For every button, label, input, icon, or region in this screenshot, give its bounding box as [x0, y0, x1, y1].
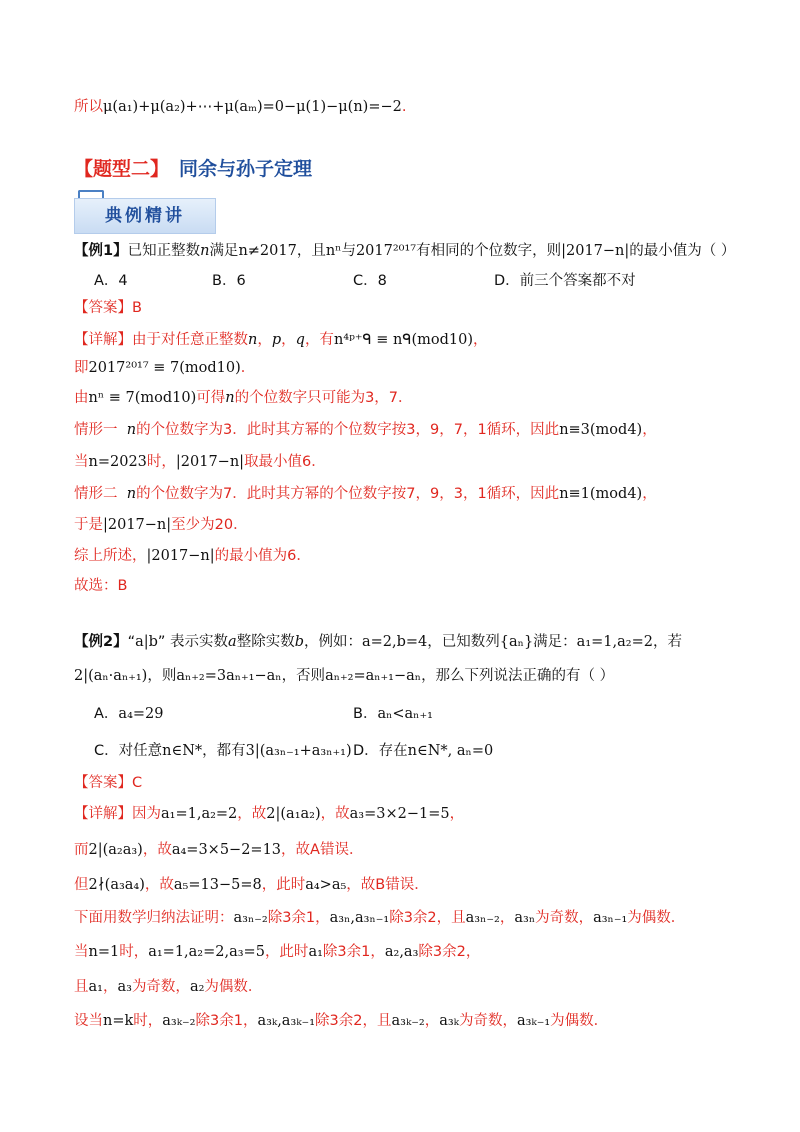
ex2-e2c: ，故A错误． [281, 842, 364, 858]
ex2-answer-value: C [132, 775, 143, 791]
ex2-detail-1 [74, 803, 464, 825]
intro-end: . [401, 99, 407, 115]
ex2-e3a: 但 [74, 877, 89, 893]
ex1-d6c: ， [642, 486, 657, 502]
ex2-s2a: ，则 [147, 668, 177, 684]
ex1-d1a: 由于对任意正整数 [132, 332, 248, 348]
ex1-d4c: ， [642, 422, 657, 438]
ex1-d6m: n≡1(mod4) [559, 486, 643, 502]
ex1-tag: 【例1】 [74, 243, 128, 259]
ex2-e5c: ，此时 [264, 944, 309, 960]
ex2-opt-c-text: ，都有 [202, 743, 246, 759]
ex2-e2m: 2|(a₂a₃) [88, 842, 143, 858]
ex2-option-d [353, 740, 493, 762]
ex2-e7m5: a₃ₖ [439, 1013, 459, 1029]
ex2-e7m4: a₃ₖ₋₂ [391, 1013, 425, 1029]
ex1-detail-1 [74, 329, 488, 351]
ex2-e4m: a₃ₙ₋₂ [233, 910, 268, 926]
ex2-s2e: ，那么下列说法正确的有（ ） [421, 668, 615, 684]
ex2-e4m2: a₃ₙ,a₃ₙ₋₁ [329, 910, 390, 926]
ex1-d5abs: |2017−n| [175, 454, 245, 470]
intro-formula: μ(a₁)+μ(a₂)+⋯+μ(aₘ)=0−μ(1)−μ(n)=−2 [103, 99, 402, 115]
ex1-detail-5 [74, 451, 326, 473]
section-title [74, 154, 312, 181]
ex2-option-a [94, 703, 163, 725]
ex1-detail-label: 【详解】 [74, 332, 132, 348]
ex1-d1e: ， [473, 332, 488, 348]
ex1-detail-7 [74, 514, 248, 536]
ex2-e1m2: 2|(a₁a₂) [266, 806, 321, 822]
ex1-answer-label: 【答案】 [74, 300, 132, 316]
ex1-detail-8 [74, 545, 311, 567]
ex1-option-d: D．前三个答案都不对 [494, 273, 636, 289]
ex2-e4f: 为偶数． [627, 910, 686, 926]
ex2-detail-6 [74, 976, 262, 998]
ex2-e5a: 当 [74, 944, 89, 960]
ex2-e7m6: a₃ₖ₋₁ [516, 1013, 551, 1029]
ex1-d1b: ， [257, 332, 272, 348]
ex1-option-c: C．8 [353, 273, 387, 289]
ex2-s1g: {aₙ} [499, 634, 534, 650]
ex1-pow2: 2017²⁰¹⁷ [355, 243, 417, 259]
ex1-detail-9: 故选：B [74, 578, 128, 594]
banner-box [74, 198, 216, 234]
ex2-e4m3: a₃ₙ₋₂ [465, 910, 500, 926]
ex2-e7e: ， [424, 1013, 440, 1029]
ex2-opt-c-math: n∈N* [162, 743, 203, 759]
ex2-e3d: ，故B错误． [346, 877, 429, 893]
ex2-s1j: ，若 [652, 634, 682, 650]
ex2-e1m: a₁=1,a₂=2 [161, 806, 238, 822]
ex1-pow1: nⁿ [325, 243, 342, 259]
ex2-option-b [353, 703, 433, 725]
ex1-d1q: q [295, 332, 305, 348]
ex1-cond: n≠2017 [238, 243, 297, 259]
ex2-s1b: ” 表示实数 [157, 634, 229, 650]
ex1-d6a: 情形二 [74, 486, 118, 502]
ex2-e5b: 时， [119, 944, 149, 960]
ex1-d8b: 的最小值为6． [214, 548, 311, 564]
ex1-abs: |2017−n| [561, 243, 630, 259]
ex1-d3m: nⁿ ≡ 7(mod10) [88, 390, 197, 406]
ex2-e6c: 为奇数， [131, 979, 190, 995]
ex2-e7m: n=k [103, 1013, 134, 1029]
ex2-e6m: a₁ [88, 979, 103, 995]
ex2-e6m2: a₃ [117, 979, 132, 995]
ex1-answer-value: B [132, 300, 142, 316]
ex1-d1n: n [248, 332, 258, 348]
ex2-option-c [94, 740, 352, 762]
ex1-d5a: 当 [74, 454, 89, 470]
ex2-e4m4: a₃ₙ [514, 910, 536, 926]
ex2-s1m: a|b [135, 634, 158, 650]
ex2-e2a: 而 [74, 842, 89, 858]
ex1-d5c: 取最小值6． [244, 454, 326, 470]
ex2-s1: “ [127, 634, 136, 650]
ex1-stem-4: 与 [341, 243, 356, 259]
ex2-opt-c-label: C．对任意 [94, 743, 163, 759]
ex1-d3c: 的个位数字只可能为3，7． [234, 390, 413, 406]
ex2-answer [74, 772, 142, 794]
ex1-stem-3: ，且 [296, 243, 326, 259]
ex2-e1d: ， [449, 806, 465, 822]
ex2-s1c: 整除实数 [236, 634, 295, 650]
ex2-s1e: a=2,b=4 [362, 634, 428, 650]
ex1-detail-6 [74, 483, 657, 505]
ex1-d8abs: |2017−n| [146, 548, 215, 564]
ex1-d5m: n=2023 [88, 454, 147, 470]
ex1-d1c: ， [281, 332, 296, 348]
ex2-s1h: 满足： [533, 634, 577, 650]
ex2-e5m3: a₁ [308, 944, 323, 960]
ex1-stem-5: 有相同的个位数字，则 [416, 243, 562, 259]
ex1-d8a: 综上所述， [74, 548, 147, 564]
ex2-e1c: ，故 [320, 806, 350, 822]
ex2-s1d: ，例如： [304, 634, 362, 650]
ex1-d6b: 的个位数字为7．此时其方幂的个位数字按7，9，3，1循环，因此 [136, 486, 560, 502]
section-prefix: 【题型二】 [74, 158, 170, 180]
ex2-detail-2 [74, 839, 363, 861]
ex2-e6m3: a₂ [189, 979, 205, 995]
ex2-e3m: 2∤(a₃a₄) [88, 877, 145, 893]
ex2-e4c: 除3余2，且 [389, 910, 466, 926]
ex2-detail-7 [74, 1010, 608, 1032]
ex2-answer-label: 【答案】 [74, 775, 132, 791]
ex1-d7b: 至少为20． [171, 517, 248, 533]
ex2-e5m: n=1 [88, 944, 120, 960]
ex2-tag: 【例2】 [74, 634, 128, 650]
ex2-e4b: 除3余1， [267, 910, 330, 926]
ex2-opt-a-math: a₄=29 [118, 706, 164, 722]
ex2-stem-2 [74, 665, 614, 687]
ex2-e7b: 时， [133, 1013, 163, 1029]
ex2-e5e: 除3余2， [418, 944, 481, 960]
ex2-e5d: 除3余1， [322, 944, 385, 960]
ex1-d2b: ． [240, 360, 256, 376]
ex1-d1m: n⁴ᵖ⁺ᑫ ≡ nᑫ(mod10) [333, 332, 473, 348]
ex1-d2m: 2017²⁰¹⁷ ≡ 7(mod10) [88, 360, 241, 376]
ex2-e6a: 且 [74, 979, 89, 995]
intro-text: 所以 [74, 99, 103, 115]
ex1-stem-2: 满足 [209, 243, 239, 259]
intro-line [74, 96, 406, 118]
ex2-stem-1 [74, 631, 682, 653]
ex1-n: n [200, 243, 210, 259]
ex2-e6d: 为偶数． [204, 979, 263, 995]
ex2-s2c: ，否则 [281, 668, 326, 684]
ex2-e7m2: a₃ₖ₋₂ [162, 1013, 196, 1029]
ex1-d6n: n [126, 486, 137, 502]
ex2-e2m2: a₄=3×5−2=13 [171, 842, 282, 858]
ex1-d7abs: |2017−n| [103, 517, 172, 533]
ex2-opt-a-label: A． [94, 706, 119, 722]
ex2-e7m3: a₃ₖ,a₃ₖ₋₁ [257, 1013, 316, 1029]
ex1-d4n: n [126, 422, 137, 438]
ex1-d2a: 即 [74, 360, 89, 376]
ex2-e7d: 除3余2，且 [315, 1013, 392, 1029]
section-name: 同余与孙子定理 [179, 158, 313, 180]
ex2-detail-3 [74, 874, 429, 896]
ex1-d7a: 于是 [74, 517, 103, 533]
ex2-e1m3: a₃=3×2−1=5 [349, 806, 450, 822]
ex1-detail-4 [74, 419, 657, 441]
ex2-e4d: ， [499, 910, 515, 926]
ex1-d4m: n≡3(mod4) [559, 422, 643, 438]
ex2-opt-d-label: D．存在 [353, 743, 408, 759]
ex2-s1f: ，已知数列 [427, 634, 500, 650]
ex2-e3b: ，故 [144, 877, 174, 893]
ex2-e2b: ，故 [142, 842, 172, 858]
ex2-detail-label: 【详解】 [74, 806, 132, 822]
ex1-d5b: 时， [146, 454, 176, 470]
ex2-e7c: 除3余1， [195, 1013, 258, 1029]
ex2-e5m2: a₁=1,a₂=2,a₃=5 [148, 944, 265, 960]
ex2-e4e: 为奇数， [535, 910, 594, 926]
ex1-detail-2 [74, 357, 255, 379]
ex1-d4b: 的个位数字为3．此时其方幂的个位数字按3，9，7，1循环，因此 [136, 422, 560, 438]
ex1-d3a: 由 [74, 390, 89, 406]
ex2-e4m5: a₃ₙ₋₁ [593, 910, 628, 926]
ex1-answer [74, 297, 142, 319]
ex1-stem-1: 已知正整数 [127, 243, 201, 259]
ex1-d1p: p [271, 332, 282, 348]
ex2-opt-b-math: aₙ<aₙ₊₁ [377, 706, 433, 722]
ex2-e3c: ，此时 [261, 877, 306, 893]
ex1-option-a: A．4 [94, 273, 128, 289]
ex2-s2m: 2|(aₙ·aₙ₊₁) [74, 668, 148, 684]
banner-text: 典例精讲 [105, 206, 185, 226]
ex2-e6b: ， [102, 979, 118, 995]
ex2-opt-b-label: B． [353, 706, 378, 722]
ex2-s1i: a₁=1,a₂=2 [576, 634, 653, 650]
ex2-s2b: aₙ₊₂=3aₙ₊₁−aₙ [176, 668, 282, 684]
ex1-detail-3 [74, 387, 413, 409]
ex1-d3n: n [225, 390, 235, 406]
ex2-opt-d-math: n∈N*, aₙ=0 [407, 743, 494, 759]
ex2-e7f: 为奇数， [458, 1013, 517, 1029]
ex2-e1a: 因为 [132, 806, 161, 822]
ex1-d1d: ，有 [304, 332, 334, 348]
ex2-detail-4 [74, 907, 685, 929]
ex1-d4a: 情形一 [74, 422, 118, 438]
ex2-e7a: 设当 [74, 1013, 103, 1029]
ex2-s1a: a [228, 634, 237, 650]
ex1-stem [74, 240, 735, 262]
banner [74, 190, 214, 234]
ex2-e1b: ，故 [237, 806, 267, 822]
ex2-e3m2: a₅=13−5=8 [173, 877, 262, 893]
ex1-option-b: B．6 [212, 273, 246, 289]
ex2-e4a: 下面用数学归纳法证明： [74, 910, 234, 926]
ex2-e7g: 为偶数． [550, 1013, 609, 1029]
ex1-d3b: 可得 [196, 390, 226, 406]
ex2-opt-c-math2: 3|(a₃ₙ₋₁+a₃ₙ₊₁) [245, 743, 352, 759]
ex2-e5m4: a₂,a₃ [384, 944, 419, 960]
ex2-s1bb: b [294, 634, 304, 650]
ex2-s2d: aₙ₊₂=aₙ₊₁−aₙ [325, 668, 422, 684]
ex2-e3m3: a₄>a₅ [305, 877, 347, 893]
ex1-stem-6: 的最小值为（ ） [629, 243, 736, 259]
ex2-detail-5 [74, 941, 480, 963]
